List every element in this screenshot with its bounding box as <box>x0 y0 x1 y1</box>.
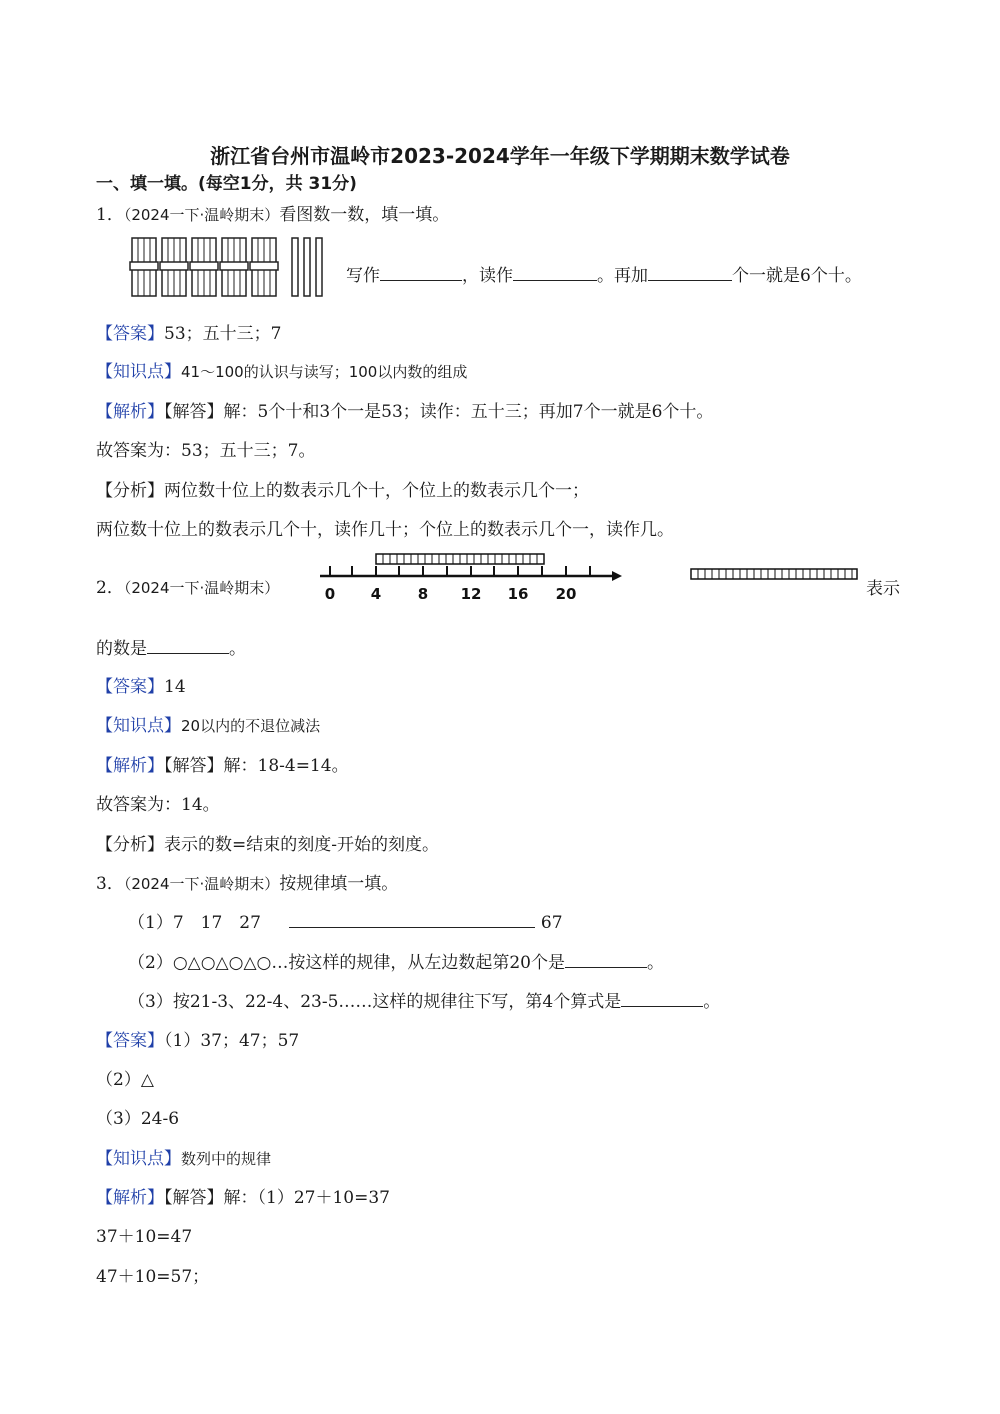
answer-tag: 【答案】 <box>96 677 164 697</box>
solution-step: 47＋10=57； <box>96 1267 210 1287</box>
analysis-note: 【分析】表示的数=结束的刻度-开始的刻度。 <box>96 835 439 855</box>
question-3-part-3 <box>128 989 720 1014</box>
ruler-bar <box>376 554 544 564</box>
analysis-line <box>96 400 713 424</box>
tick-label: 20 <box>555 585 577 603</box>
bundles-of-sticks-figure <box>128 236 328 298</box>
question-2-line2 <box>96 636 246 661</box>
number-line-figure <box>316 550 626 604</box>
question-1-fill-line <box>346 263 862 288</box>
answer-text: 14 <box>164 677 186 697</box>
question-prompt: 看图数一数，填一填。 <box>279 205 450 225</box>
part-text: 。 <box>703 992 721 1012</box>
question-source: （2024一下·温岭期末） <box>123 875 280 893</box>
question-2-header <box>96 576 279 600</box>
knowledge-point-tag: 【知识点】 <box>96 716 181 736</box>
answer-line <box>96 322 281 346</box>
question-source: （2024一下·温岭期末） <box>123 206 280 224</box>
analysis-line <box>96 1186 390 1210</box>
bundle-of-ten <box>250 238 278 296</box>
tick-label: 12 <box>460 585 482 603</box>
knowledge-point-line <box>96 360 467 384</box>
analysis-note: 【分析】两位数十位上的数表示几个十，个位上的数表示几个一； <box>96 481 589 501</box>
analysis-line <box>96 754 349 778</box>
fill-text: 。再加 <box>597 266 648 286</box>
analysis-note: 两位数十位上的数表示几个十，读作几十；个位上的数表示几个一，读作几。 <box>96 520 674 540</box>
tick-label: 8 <box>417 585 429 603</box>
bundle-of-ten <box>220 238 248 296</box>
answer-blank[interactable] <box>621 989 703 1007</box>
answer-blank[interactable] <box>565 950 647 968</box>
knowledge-point-tag: 【知识点】 <box>96 1149 181 1169</box>
conclusion-line: 故答案为：53；五十三；7。 <box>96 441 316 461</box>
bundle-of-ten <box>160 238 188 296</box>
part-text: （3）按21-3、22-4、23-5……这样的规律往下写，第4个算式是 <box>128 992 622 1012</box>
knowledge-point-line <box>96 714 320 738</box>
answer-blank[interactable] <box>648 263 732 281</box>
question-3-part-1 <box>128 910 563 935</box>
section-heading: 一、填一填。(每空1分，共 31分) <box>96 174 357 194</box>
knowledge-point-text: 41～100的认识与读写；100以内数的组成 <box>181 363 468 381</box>
fill-text: ，读作 <box>462 266 513 286</box>
tick-label: 0 <box>324 585 336 603</box>
question-3-part-2 <box>128 950 664 975</box>
fill-text: 个一就是6个十。 <box>732 266 862 286</box>
tick-label: 4 <box>370 585 382 603</box>
knowledge-point-text: 数列中的规律 <box>181 1150 272 1168</box>
answer-line <box>96 675 186 699</box>
fill-text: 。 <box>229 639 246 659</box>
bundle-of-ten <box>190 238 218 296</box>
knowledge-point-tag: 【知识点】 <box>96 362 181 382</box>
question-number: 3． <box>96 874 124 894</box>
analysis-tag: 【解析】 <box>96 756 164 776</box>
part-text: 67 <box>540 913 563 933</box>
question-number: 1． <box>96 205 124 225</box>
solution-text: 【解答】解：18-4=14。 <box>164 756 349 776</box>
question-prompt: 按规律填一填。 <box>279 874 399 894</box>
knowledge-point-line <box>96 1147 271 1171</box>
question-1-header <box>96 203 449 227</box>
ruler-bar-figure <box>690 567 860 581</box>
answer-tag: 【答案】 <box>96 324 164 344</box>
analysis-tag: 【解析】 <box>96 1188 164 1208</box>
answer-line: （2）△ <box>96 1070 154 1090</box>
question-3-header <box>96 872 398 896</box>
solution-text: 【解答】解：（1）27＋10=37 <box>164 1188 390 1208</box>
single-stick <box>292 238 298 296</box>
single-stick <box>316 238 322 296</box>
question-number: 2． <box>96 578 124 598</box>
knowledge-point-text: 20以内的不退位减法 <box>181 717 321 735</box>
fill-text: 的数是 <box>96 639 147 659</box>
answer-blank[interactable] <box>380 263 462 281</box>
tick-label: 16 <box>507 585 529 603</box>
answer-text: （1）37；47；57 <box>164 1031 300 1051</box>
answer-blank[interactable] <box>513 263 597 281</box>
bundle-of-ten <box>130 238 158 296</box>
fill-text: 写作 <box>346 266 380 286</box>
answer-line <box>96 1029 299 1053</box>
conclusion-line: 故答案为：14。 <box>96 795 220 815</box>
single-stick <box>304 238 310 296</box>
answer-text: 53；五十三；7 <box>164 324 282 344</box>
question-2-suffix: 表示 <box>866 579 900 599</box>
answer-blank[interactable] <box>289 910 535 928</box>
analysis-tag: 【解析】 <box>96 402 164 422</box>
solution-text: 【解答】解：5个十和3个一是53；读作：五十三；再加7个一就是6个十。 <box>164 402 714 422</box>
question-source: （2024一下·温岭期末） <box>123 579 280 597</box>
part-text: （1）7 17 27 <box>128 913 261 933</box>
answer-tag: 【答案】 <box>96 1031 164 1051</box>
solution-step: 37＋10=47 <box>96 1227 193 1247</box>
arrow-head <box>612 571 622 581</box>
part-text: 。 <box>647 953 665 973</box>
page-title: 浙江省台州市温岭市2023-2024学年一年级下学期期末数学试卷 <box>210 144 790 168</box>
answer-line: （3）24-6 <box>96 1109 180 1129</box>
part-text: （2）○△○△○△○…按这样的规律，从左边数起第20个是 <box>128 953 566 973</box>
answer-blank[interactable] <box>147 636 229 654</box>
